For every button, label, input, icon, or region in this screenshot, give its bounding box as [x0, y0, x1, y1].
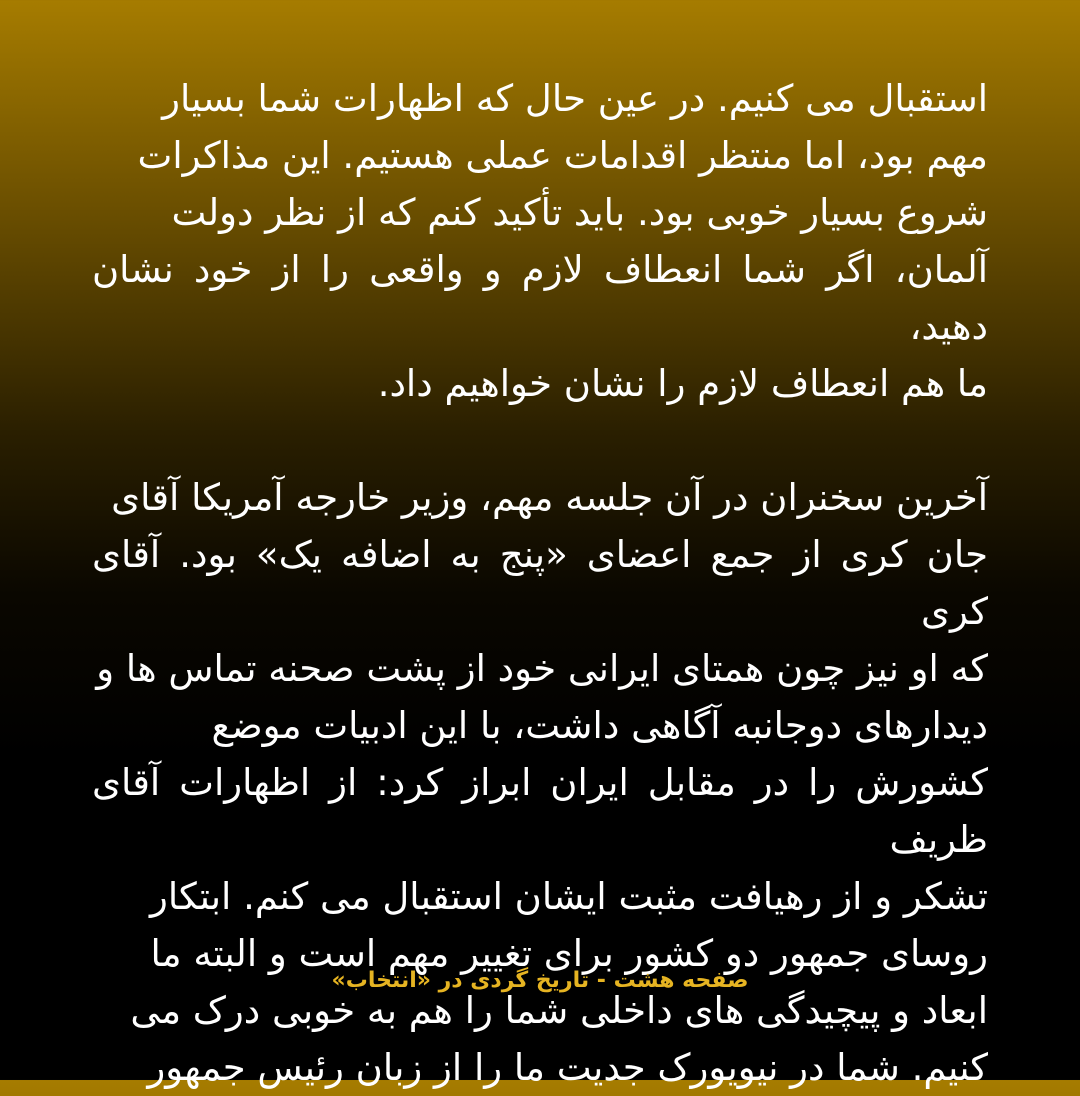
article-body — [92, 70, 988, 1096]
paragraph-1: استقبال می کنیم. در عین حال که اظهارات شما بسیار مهم بود، اما منتظر اقدامات عملی هستیم. این مذاکرات شروع بسیار خوبی بود. باید تأکید کنم که از نظر دولت آلمان، اگر شما انعطاف لازم و واقعی را از خود نشان دهید، ما هم انعطاف لازم را نشان خواهیم داد. — [92, 77, 988, 405]
page-footer-caption: صفحه هشت - تاریخ گردی در «انتخاب» — [331, 968, 749, 993]
paragraph-2: آخرین سخنران در آن جلسه مهم، وزیر خارجه آمریکا آقای جان کری از جمع اعضای «پنج به اضافه یک» بود. آقای کری که او نیز چون همتای ایرانی خود از پشت صحنه تماس ها و دیدارهای دوجانبه آگاهی داشت، با این ادبیات موضع کشورش را در مقابل ایران ابراز کرد: از اظهارات آقای ظریف تشکر و از رهیافت مثبت ایشان استقبال می کنم. ابتکار روسای جمهور دو کشور برای تغییر مهم است و البته ما ابعاد و پیچیدگی های داخلی شما را هم به خوبی درک می کنیم. شما در نیویورک جدیت ما را از زبان رئیس جمهور — [92, 476, 988, 1089]
